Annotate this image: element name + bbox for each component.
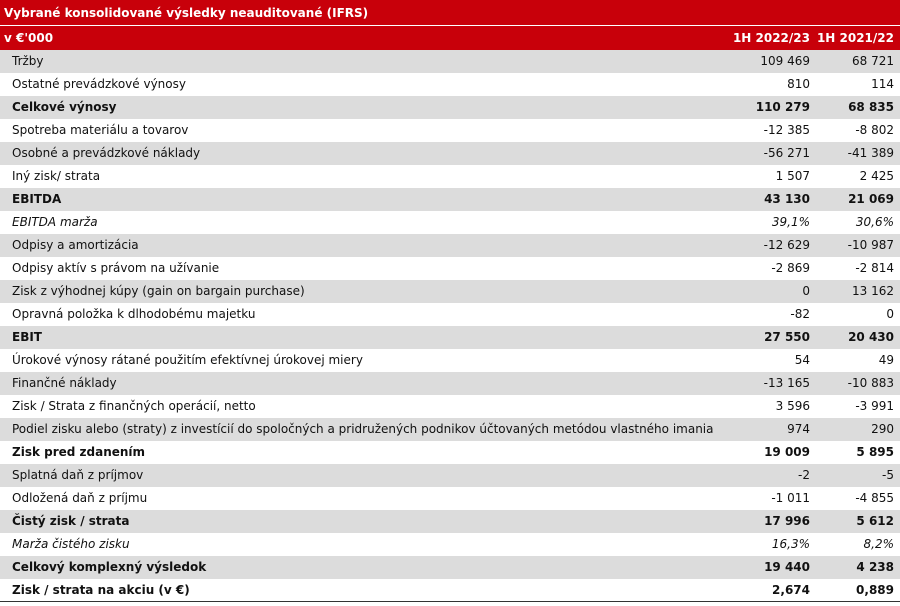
table-row xyxy=(0,510,900,533)
table-body xyxy=(0,50,900,602)
table-row xyxy=(0,303,900,326)
row-label: Zisk z výhodnej kúpy (gain on bargain purchase) xyxy=(12,284,305,298)
table-row xyxy=(0,464,900,487)
table-row xyxy=(0,280,900,303)
row-label: Zisk / Strata z finančných operácií, netto xyxy=(12,399,256,413)
column-header-1h-2021-22: 1H 2021/22 xyxy=(816,31,894,45)
row-label: Ostatné prevádzkové výnosy xyxy=(12,77,186,91)
row-value-1h-2021-22: 68 721 xyxy=(852,54,894,68)
row-label: Odpisy a amortizácia xyxy=(12,238,139,252)
row-value-1h-2022-23: 19 440 xyxy=(764,560,810,574)
row-value-1h-2022-23: 109 469 xyxy=(760,54,810,68)
row-value-1h-2022-23: -2 xyxy=(798,468,810,482)
row-value-1h-2022-23: 27 550 xyxy=(764,330,810,344)
row-value-1h-2021-22: -41 389 xyxy=(847,146,894,160)
row-value-1h-2021-22: -3 991 xyxy=(855,399,894,413)
row-value-1h-2022-23: 54 xyxy=(794,353,810,367)
row-label: Spotreba materiálu a tovarov xyxy=(12,123,189,137)
row-label: Odpisy aktív s právom na užívanie xyxy=(12,261,220,275)
table-row xyxy=(0,372,900,395)
row-label: Marža čistého zisku xyxy=(12,537,130,551)
row-label: Iný zisk/ strata xyxy=(12,169,101,183)
row-value-1h-2022-23: 17 996 xyxy=(764,514,810,528)
table-row xyxy=(0,50,900,73)
row-value-1h-2021-22: 5 612 xyxy=(856,514,894,528)
row-value-1h-2021-22: 0 xyxy=(886,307,894,321)
row-value-1h-2021-22: 0,889 xyxy=(856,583,894,597)
row-value-1h-2022-23: -12 629 xyxy=(763,238,810,252)
row-label: Zisk pred zdanením xyxy=(12,445,146,459)
table-row xyxy=(0,556,900,579)
table-row xyxy=(0,165,900,188)
row-value-1h-2021-22: -10 987 xyxy=(847,238,894,252)
row-value-1h-2022-23: 3 596 xyxy=(775,399,810,413)
row-value-1h-2021-22: 20 430 xyxy=(848,330,894,344)
table-row xyxy=(0,188,900,211)
row-label: Zisk / strata na akciu (v €) xyxy=(12,583,190,597)
table-row xyxy=(0,211,900,234)
row-value-1h-2021-22: -5 xyxy=(882,468,894,482)
row-value-1h-2022-23: -1 011 xyxy=(771,491,810,505)
row-value-1h-2022-23: 43 130 xyxy=(764,192,810,206)
table-row xyxy=(0,487,900,510)
row-value-1h-2022-23: 16,3% xyxy=(771,537,810,551)
row-label: Podiel zisku alebo (straty) z investícií do spoločných a pridružených podnikov účtovaných metódou vlastného imania xyxy=(12,422,714,436)
row-label: Čistý zisk / strata xyxy=(12,514,130,528)
column-header-1h-2022-23: 1H 2022/23 xyxy=(732,31,810,45)
row-value-1h-2022-23: -56 271 xyxy=(763,146,810,160)
row-value-1h-2021-22: 8,2% xyxy=(863,537,894,551)
row-value-1h-2021-22: 68 835 xyxy=(848,100,894,114)
row-label: EBITDA marža xyxy=(12,215,98,229)
table-row xyxy=(0,73,900,96)
table-row xyxy=(0,234,900,257)
row-value-1h-2021-22: 13 162 xyxy=(852,284,894,298)
row-label: Osobné a prevádzkové náklady xyxy=(12,146,201,160)
table-row xyxy=(0,441,900,464)
row-value-1h-2022-23: 39,1% xyxy=(771,215,810,229)
row-value-1h-2022-23: 0 xyxy=(802,284,810,298)
table-row xyxy=(0,349,900,372)
row-value-1h-2021-22: -10 883 xyxy=(847,376,894,390)
row-value-1h-2021-22: 2 425 xyxy=(859,169,894,183)
table-row xyxy=(0,119,900,142)
row-value-1h-2022-23: 1 507 xyxy=(775,169,810,183)
row-value-1h-2021-22: -2 814 xyxy=(855,261,894,275)
table-row xyxy=(0,418,900,441)
row-label: Celkové výnosy xyxy=(12,100,117,114)
table-title: Vybrané konsolidované výsledky neauditované (IFRS) xyxy=(0,0,900,26)
row-value-1h-2021-22: -8 802 xyxy=(855,123,894,137)
row-value-1h-2021-22: 21 069 xyxy=(848,192,894,206)
row-label: Úrokové výnosy rátané použitím efektívnej úrokovej miery xyxy=(12,353,363,367)
row-value-1h-2022-23: 810 xyxy=(787,77,810,91)
row-value-1h-2022-23: -2 869 xyxy=(771,261,810,275)
row-value-1h-2021-22: 5 895 xyxy=(856,445,894,459)
row-value-1h-2022-23: 974 xyxy=(787,422,810,436)
table-row xyxy=(0,257,900,280)
row-label: Celkový komplexný výsledok xyxy=(12,560,207,574)
unit-label: v €'000 xyxy=(4,31,54,45)
table-row xyxy=(0,96,900,119)
row-value-1h-2022-23: 19 009 xyxy=(764,445,810,459)
row-value-1h-2022-23: -13 165 xyxy=(763,376,810,390)
table-row xyxy=(0,326,900,349)
row-value-1h-2021-22: -4 855 xyxy=(855,491,894,505)
row-value-1h-2021-22: 114 xyxy=(871,77,894,91)
row-label: Finančné náklady xyxy=(12,376,117,390)
row-value-1h-2021-22: 290 xyxy=(871,422,894,436)
row-value-1h-2022-23: -12 385 xyxy=(763,123,810,137)
row-label: Odložená daň z príjmu xyxy=(12,491,148,505)
row-value-1h-2022-23: -82 xyxy=(790,307,810,321)
table-row xyxy=(0,579,900,602)
row-label: Tržby xyxy=(12,54,44,68)
row-label: Opravná položka k dlhodobému majetku xyxy=(12,307,256,321)
row-label: Splatná daň z príjmov xyxy=(12,468,144,482)
row-value-1h-2022-23: 110 279 xyxy=(755,100,810,114)
table-row xyxy=(0,142,900,165)
row-value-1h-2021-22: 30,6% xyxy=(855,215,894,229)
row-label: EBITDA xyxy=(12,192,62,206)
row-value-1h-2022-23: 2,674 xyxy=(772,583,810,597)
row-value-1h-2021-22: 4 238 xyxy=(856,560,894,574)
table-row xyxy=(0,395,900,418)
table-header xyxy=(0,26,900,50)
table-row xyxy=(0,533,900,556)
row-value-1h-2021-22: 49 xyxy=(878,353,894,367)
row-label: EBIT xyxy=(12,330,42,344)
